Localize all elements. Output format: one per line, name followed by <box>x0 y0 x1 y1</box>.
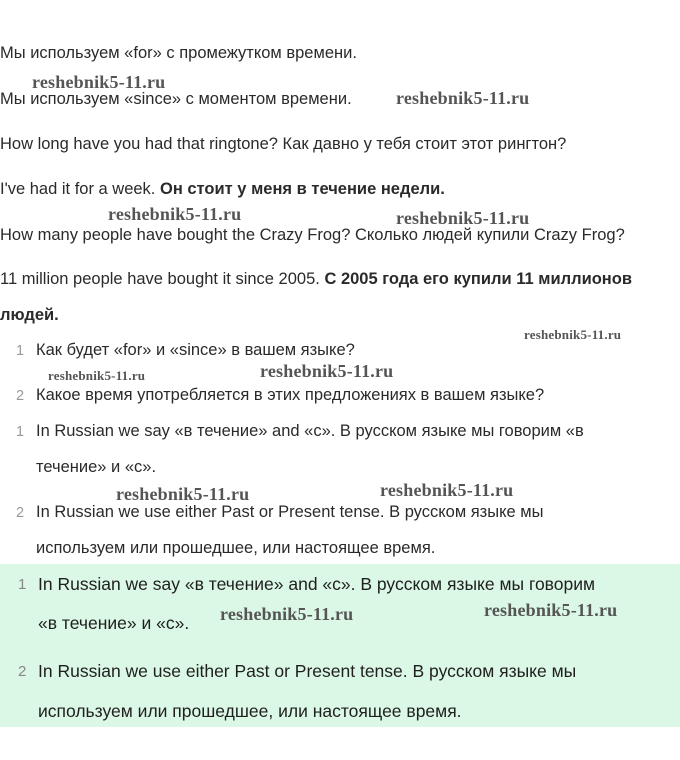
watermark: reshebnik5-11.ru <box>484 600 618 620</box>
question-2-number: 2 <box>16 388 25 404</box>
example-3-english: How many people have bought the Crazy Frog? <box>0 226 351 244</box>
answer-1-line2: течение» и «с». <box>36 458 157 476</box>
example-4-russian-part1: С 2005 года его купили 11 миллионов <box>324 270 632 288</box>
answer-2-line1: In Russian we use either Past or Present tense. В русском языке мы <box>36 503 544 521</box>
example-1-russian: Как давно у тебя стоит этот рингтон? <box>282 135 567 153</box>
watermark: reshebnik5-11.ru <box>32 72 166 92</box>
question-2-text: Какое время употребляется в этих предложениях в вашем языке? <box>36 386 545 404</box>
highlighted-answer-1-line1: In Russian we say «в течение» and «с». В русском языке мы говорим <box>38 574 596 594</box>
highlighted-answer-2-line2: используем или прошедшее, или настоящее время. <box>38 701 462 721</box>
example-2-russian: Он стоит у меня в течение недели. <box>160 180 445 198</box>
highlighted-answer-2-number: 2 <box>18 663 27 680</box>
question-1-number: 1 <box>16 343 25 359</box>
intro-for-line: Мы используем «for» с промежутком времени. <box>0 44 357 62</box>
highlighted-answer-1-line2: «в течение» и «с». <box>38 613 190 633</box>
watermark: reshebnik5-11.ru <box>220 604 354 624</box>
watermark: reshebnik5-11.ru <box>116 484 250 504</box>
example-4 <box>0 270 632 289</box>
example-3 <box>0 226 625 245</box>
example-2-english: I've had it for a week. <box>0 180 156 198</box>
watermark: reshebnik5-11.ru <box>396 208 530 228</box>
intro-since-line: Мы используем «since» с моментом времени. <box>0 90 352 108</box>
watermark: reshebnik5-11.ru <box>108 204 242 224</box>
question-1-text: Как будет «for» и «since» в вашем языке? <box>36 341 355 359</box>
example-2 <box>0 180 445 199</box>
answer-1-line1: In Russian we say «в течение» and «с». В русском языке мы говорим «в <box>36 422 584 440</box>
answer-2-line2: используем или прошедшее, или настоящее время. <box>36 539 436 557</box>
example-1-english: How long have you had that ringtone? <box>0 135 278 153</box>
example-4-russian-part2: людей. <box>0 306 59 324</box>
example-4-english: 11 million people have bought it since 2005. <box>0 270 320 288</box>
watermark: reshebnik5-11.ru <box>524 327 622 342</box>
example-3-russian: Сколько людей купили Crazy Frog? <box>354 226 625 244</box>
watermark: reshebnik5-11.ru <box>380 480 514 500</box>
highlighted-answer-2-line1: In Russian we use either Past or Present tense. В русском языке мы <box>38 661 577 681</box>
answer-2-number: 2 <box>16 505 25 521</box>
watermark: reshebnik5-11.ru <box>260 361 394 381</box>
example-1 <box>0 135 566 154</box>
answer-1-number: 1 <box>16 424 25 440</box>
highlighted-answer-1-number: 1 <box>18 576 27 593</box>
watermark: reshebnik5-11.ru <box>396 88 530 108</box>
watermark: reshebnik5-11.ru <box>48 368 146 383</box>
